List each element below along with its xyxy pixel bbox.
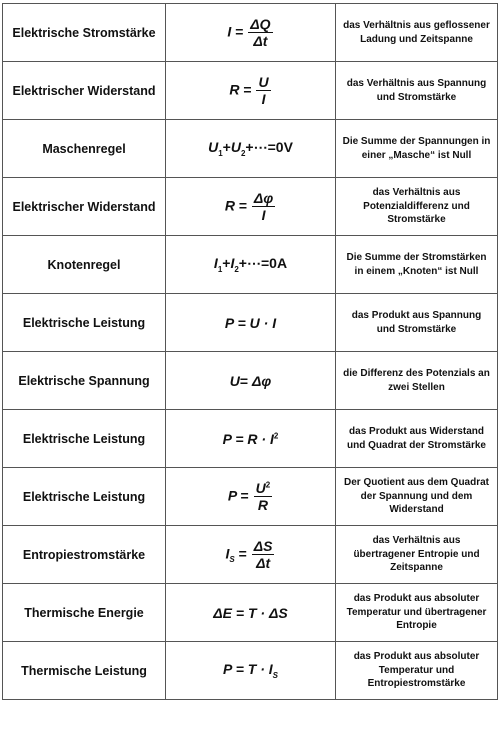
description: das Produkt aus Spannung und Stromstärke — [336, 294, 498, 352]
formula — [166, 4, 336, 62]
formula-symbol: I — [230, 255, 235, 272]
description: das Verhältnis aus geflossener Ladung und Zeitspanne — [336, 4, 498, 62]
formula-operator: = — [240, 487, 249, 504]
formula — [166, 294, 336, 352]
table-row — [3, 294, 498, 352]
table-row — [3, 4, 498, 62]
description: Der Quotient aus dem Quadrat der Spannung und dem Widerstand — [336, 468, 498, 526]
description: das Produkt aus Widerstand und Quadrat der Stromstärke — [336, 410, 498, 468]
formula-symbol: I — [225, 545, 230, 562]
formula-operator: = — [238, 197, 248, 214]
formula-text: P = T · I — [223, 661, 273, 678]
formula-operator: + — [222, 255, 231, 272]
quantity-name: Entropiestromstärke — [3, 526, 166, 584]
table-row — [3, 410, 498, 468]
formula-value: Δφ — [251, 372, 272, 389]
formula-fraction — [256, 74, 270, 107]
quantity-name: Elektrische Leistung — [3, 468, 166, 526]
formula-operator: = — [243, 81, 252, 98]
formula — [166, 62, 336, 120]
formula — [166, 642, 336, 700]
subscript: 2 — [234, 264, 239, 274]
description: das Produkt aus absoluter Temperatur und Entropiestromstärke — [336, 642, 498, 700]
formula-symbol: U — [208, 139, 219, 156]
fraction-denominator: Δt — [256, 555, 271, 571]
formula — [166, 468, 336, 526]
formula — [166, 120, 336, 178]
table-row — [3, 584, 498, 642]
formula — [166, 178, 336, 236]
formula-text: P = U · I — [224, 314, 277, 331]
description: Die Summe der Stromstärken in einem „Knoten“ ist Null — [336, 236, 498, 294]
formula-operator: = — [238, 545, 247, 562]
subscript: S — [229, 555, 235, 564]
fraction-denominator: Δt — [253, 33, 268, 49]
formula-operator: = — [235, 23, 244, 40]
quantity-name: Elektrische Stromstärke — [3, 4, 166, 62]
description: das Verhältnis aus Spannung und Stromstärke — [336, 62, 498, 120]
fraction-numerator: Δφ — [253, 189, 274, 206]
formula-symbol: I — [227, 23, 232, 40]
formula-symbol: U — [229, 372, 240, 389]
description: das Verhältnis aus übertragener Entropie und Zeitspanne — [336, 526, 498, 584]
quantity-name: Maschenregel — [3, 120, 166, 178]
quantity-name: Knotenregel — [3, 236, 166, 294]
formula-value: 0A — [269, 255, 288, 272]
description: Die Summe der Spannungen in einer „Masche“ ist Null — [336, 120, 498, 178]
quantity-name: Elektrische Spannung — [3, 352, 166, 410]
quantity-name: Elektrischer Widerstand — [3, 62, 166, 120]
fraction-denominator: R — [257, 497, 268, 513]
table-row — [3, 236, 498, 294]
formula — [166, 584, 336, 642]
description: die Differenz des Potenzials an zwei Stellen — [336, 352, 498, 410]
quantity-name: Elektrische Leistung — [3, 410, 166, 468]
formula — [166, 352, 336, 410]
quantity-name: Elektrischer Widerstand — [3, 178, 166, 236]
fraction-denominator: I — [261, 91, 266, 107]
formula-table — [2, 3, 498, 700]
formula-operator: +⋯= — [238, 255, 270, 272]
fraction-numerator — [254, 480, 273, 497]
subscript: 2 — [240, 148, 246, 158]
fraction-denominator: I — [261, 207, 266, 223]
formula-operator: +⋯= — [245, 139, 276, 156]
formula-fraction — [248, 16, 272, 49]
table-row — [3, 642, 498, 700]
table-row — [3, 62, 498, 120]
description: das Produkt aus absoluter Temperatur und übertragener Entropie — [336, 584, 498, 642]
quantity-name: Elektrische Leistung — [3, 294, 166, 352]
table-row — [3, 178, 498, 236]
fraction-numerator: ΔS — [253, 537, 273, 554]
fraction-numerator: U — [258, 73, 269, 90]
quantity-name: Thermische Leistung — [3, 642, 166, 700]
formula-symbol: R — [224, 197, 235, 214]
table-row — [3, 352, 498, 410]
formula-symbol: P — [227, 487, 237, 504]
table-row — [3, 468, 498, 526]
formula-fraction — [254, 480, 273, 513]
formula — [166, 236, 336, 294]
formula-fraction — [252, 538, 275, 571]
table-row — [3, 526, 498, 584]
formula-symbol: I — [213, 255, 218, 272]
formula — [166, 526, 336, 584]
formula-symbol: R — [229, 81, 240, 98]
subscript: 1 — [218, 148, 223, 158]
formula-fraction — [252, 190, 275, 223]
formula-symbol: U — [230, 139, 241, 156]
exponent: 2 — [265, 480, 271, 490]
formula-operator: = — [239, 372, 252, 389]
fraction-numerator: ΔQ — [250, 15, 271, 32]
subscript: 1 — [217, 264, 223, 274]
numerator-symbol: U — [255, 479, 266, 496]
description: das Verhältnis aus Potenzialdifferenz und Stromstärke — [336, 178, 498, 236]
exponent: 2 — [273, 430, 279, 440]
subscript: S — [272, 670, 278, 680]
formula-value: 0V — [275, 139, 293, 156]
formula-text: P = R · I — [222, 430, 274, 447]
formula-text: ΔE = T · ΔS — [213, 604, 288, 621]
formula-operator: + — [222, 139, 231, 156]
table-row — [3, 120, 498, 178]
formula — [166, 410, 336, 468]
quantity-name: Thermische Energie — [3, 584, 166, 642]
